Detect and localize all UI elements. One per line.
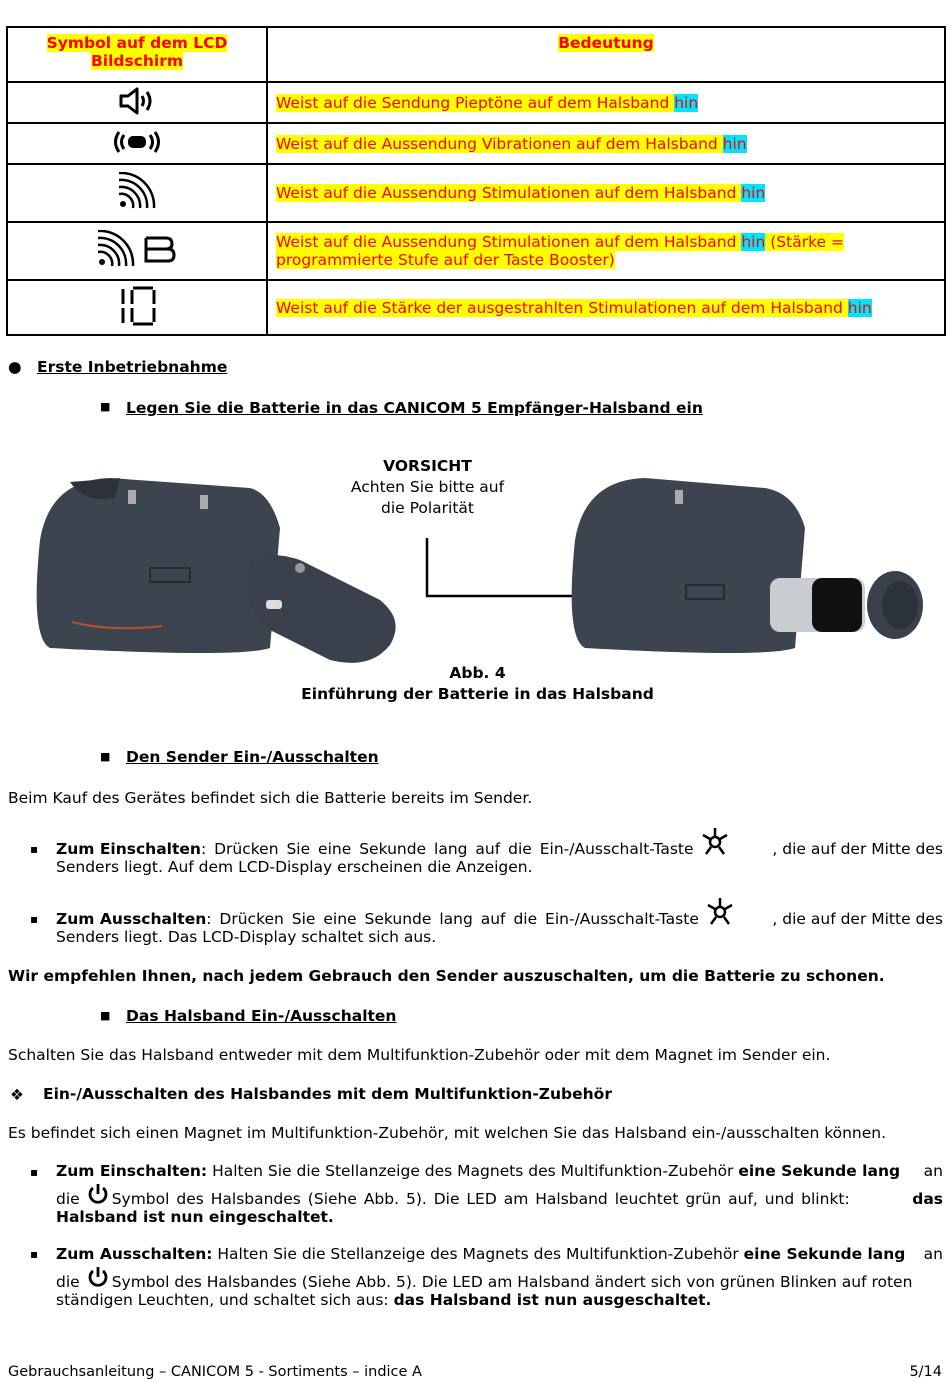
power-icon: [86, 1265, 110, 1289]
vibration-icon: [113, 128, 161, 156]
subheading-sender: Den Sender Ein-/Ausschalten: [126, 748, 379, 766]
figure-caption: Einführung der Batterie in das Halsband: [301, 685, 654, 703]
sender-off-item: Zum Ausschalten: Drücken Sie eine Sekunde lang auf die Ein-/Ausschalt-Taste , die auf der Mitte des Senders liegt. Das LCD-Display schaltet sich aus.: [56, 910, 943, 946]
table-header-symbol: [7, 27, 267, 82]
bullet-square: ■: [100, 400, 111, 413]
table-row: Weist auf die Aussendung Vibrationen auf dem Halsband hin: [7, 123, 945, 164]
recommendation: Wir empfehlen Ihnen, nach jedem Gebrauch den Sender auszuschalten, um die Batterie zu schonen.: [8, 967, 885, 985]
power-star-icon: [700, 828, 730, 856]
header-symbol-text: Symbol auf dem LCD Bildschirm: [46, 34, 228, 70]
power-icon: [86, 1182, 110, 1206]
bullet-square: ■: [100, 1009, 111, 1022]
sender-on-item: Zum Einschalten: Drücken Sie eine Sekunde lang auf die Ein-/Ausschalt-Taste , die auf der Mitte des Senders liegt. Auf dem LCD-Display erscheinen die Anzeigen.: [56, 840, 943, 876]
footer-page-number: 5/14: [909, 1364, 942, 1380]
section-heading-multifunktion: Ein-/Ausschalten des Halsbandes mit dem Multifunktion-Zubehör: [43, 1085, 612, 1103]
table-row: Weist auf die Aussendung Stimulationen auf dem Halsband hin (Stärke = programmierte Stufe auf der Taste Booster): [7, 222, 945, 280]
bullet-small: ▪: [30, 1247, 39, 1261]
subheading-batterie: Legen Sie die Batterie in das CANICOM 5 Empfänger-Halsband ein: [126, 399, 703, 417]
lcd-symbol-table: [6, 26, 946, 336]
bullet-small: ▪: [30, 842, 39, 856]
table-row: Weist auf die Sendung Pieptöne auf dem Halsband hin: [7, 82, 945, 123]
power-star-icon: [705, 898, 735, 926]
lcd-digits-10-icon: [115, 286, 159, 326]
bullet-dot: ●: [8, 358, 22, 376]
stimulation-waves-icon: [117, 172, 157, 210]
caution-line1: Achten Sie bitte auf: [350, 478, 505, 496]
section-heading-erste-inbetriebnahme: Erste Inbetriebnahme: [37, 358, 228, 376]
bullet-small: ▪: [30, 1165, 39, 1179]
bullet-square: ■: [100, 750, 111, 763]
collar-off-item: Zum Ausschalten: Halten Sie die Stellanzeige des Magnets des Multifunktion-Zubehör eine Sekunde lang an die Symbol des Halsbandes (Siehe Abb. 5). Die LED am Halsband ändert sich von grünen Blinken auf roten ständigen Leuchten, und schaltet sich aus: das Halsband ist nun ausgeschaltet.: [56, 1245, 943, 1309]
header-meaning-text: Bedeutung: [558, 34, 654, 52]
paragraph-magnet: Es befindet sich einen Magnet im Multifunktion-Zubehör, mit welchen Sie das Halsband ein-/ausschalten können.: [8, 1124, 887, 1142]
table-header-meaning: [267, 27, 945, 82]
caution-line2: die Polarität: [380, 499, 475, 517]
bullet-small: ▪: [30, 912, 39, 926]
paragraph-battery-included: Beim Kauf des Gerätes befindet sich die Batterie bereits im Sender.: [8, 789, 533, 807]
table-row: Weist auf die Aussendung Stimulationen auf dem Halsband hin: [7, 164, 945, 222]
diamond-bullet-icon: ❖: [10, 1086, 24, 1104]
speaker-beep-icon: [117, 86, 157, 116]
battery-figure: [0, 450, 950, 680]
table-row: Weist auf die Stärke der ausgestrahlten Stimulationen auf dem Halsband hin: [7, 280, 945, 335]
stimulation-booster-icon: [96, 230, 178, 268]
collar-on-item: Zum Einschalten: Halten Sie die Stellanzeige des Magnets des Multifunktion-Zubehör eine Sekunde lang an die Symbol des Halsbandes (Siehe Abb. 5). Die LED am Halsband leuchtet grün auf, und blinkt: das Halsband ist nun eingeschaltet.: [56, 1162, 943, 1226]
figure-label: Abb. 4: [449, 664, 506, 682]
caution-title: VORSICHT: [383, 457, 472, 475]
paragraph-switch-collar: Schalten Sie das Halsband entweder mit dem Multifunktion-Zubehör oder mit dem Magnet im Sender ein.: [8, 1046, 831, 1064]
footer-left: Gebrauchsanleitung – CANICOM 5 - Sortiments – indice A: [8, 1364, 422, 1380]
subheading-halsband: Das Halsband Ein-/Ausschalten: [126, 1007, 397, 1025]
